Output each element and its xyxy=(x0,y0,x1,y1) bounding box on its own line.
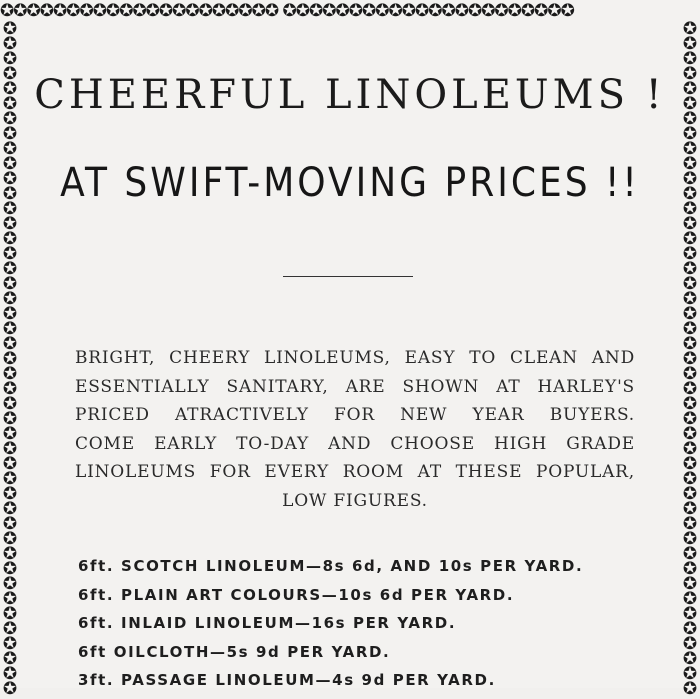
body-line: ESSENTIALLY SANITARY, ARE SHOWN AT HARLEY'S xyxy=(75,376,635,397)
headline-sub: AT SWIFT-MOVING PRICES !! xyxy=(60,160,640,206)
body-line: COME EARLY TO-DAY AND CHOOSE HIGH GRADE xyxy=(75,433,635,454)
body-line: PRICED ATRACTIVELY FOR NEW YEAR BUYERS. xyxy=(75,405,635,425)
body-line: BRIGHT, CHEERY LINOLEUMS, EASY TO CLEAN AND xyxy=(75,348,635,368)
ornamental-border-left: ✪✪✪✪✪✪✪✪✪✪✪✪✪✪✪✪✪✪✪✪✪✪✪✪✪✪✪✪✪✪✪✪✪✪✪✪✪✪✪✪✪✪✪✪✪ xyxy=(2,19,18,699)
price-item: 6ft. PLAIN ART COLOURS—10s 6d PER YARD. xyxy=(78,585,515,604)
price-list xyxy=(78,552,658,695)
headline-main: CHEERFUL LINOLEUMS ! xyxy=(34,72,666,118)
price-item: 3ft. PASSAGE LINOLEUM—4s 9d PER YARD. xyxy=(78,671,496,689)
price-item: 6ft. INLAID LINOLEUM—16s PER YARD. xyxy=(78,614,457,632)
ornamental-border-right: ✪✪✪✪✪✪✪✪✪✪✪✪✪✪✪✪✪✪✪✪✪✪✪✪✪✪✪✪✪✪✪✪✪✪✪✪✪✪✪✪✪✪✪✪✪ xyxy=(682,19,698,699)
price-item: 6ft OILCLOTH—5s 9d PER YARD. xyxy=(78,642,391,661)
body-line: LINOLEUMS FOR EVERY ROOM AT THESE POPULAR, xyxy=(75,462,635,482)
price-item: 6ft. SCOTCH LINOLEUM—8s 6d, AND 10s PER YARD. xyxy=(78,557,584,575)
body-line: LOW FIGURES. xyxy=(282,490,428,511)
body-paragraph xyxy=(60,344,650,515)
divider-rule xyxy=(283,276,413,277)
ornamental-border-top: ✪✪✪✪✪✪✪✪✪✪✪✪✪✪✪✪✪✪✪✪✪ ✪✪✪✪✪✪✪✪✪✪✪✪✪✪✪✪✪✪✪✪✪✪ xyxy=(0,1,574,21)
